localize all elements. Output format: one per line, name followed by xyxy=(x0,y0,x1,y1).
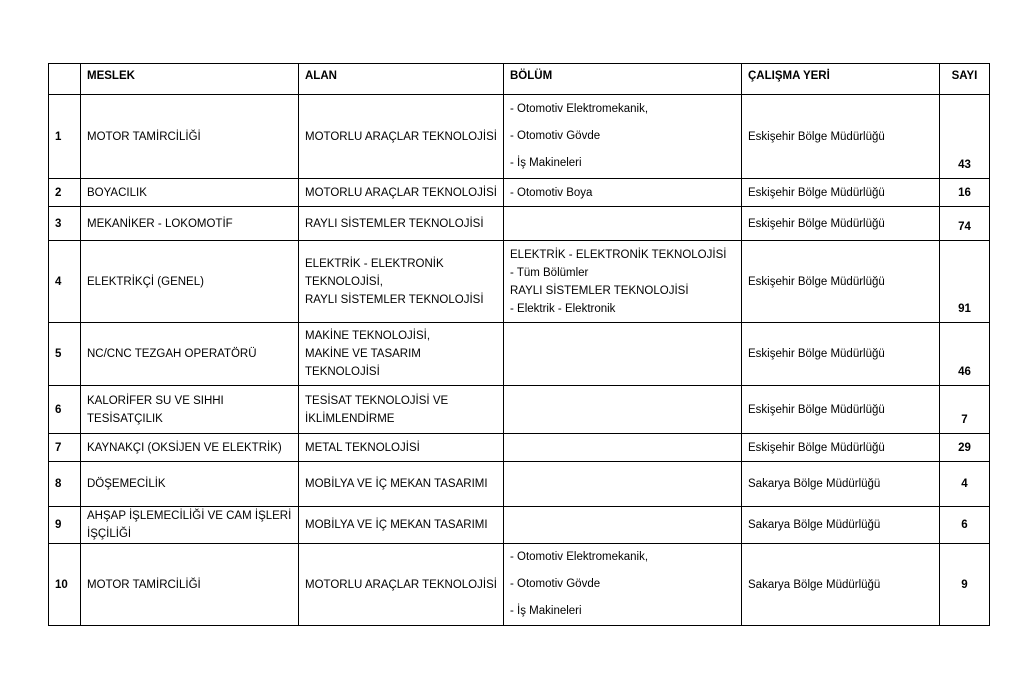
header-sayi: SAYI xyxy=(940,64,990,95)
cell-sayi: 9 xyxy=(940,544,990,626)
cell-line: MAKİNE TEKNOLOJİSİ, xyxy=(305,330,431,342)
cell-calisma-yeri: Sakarya Bölge Müdürlüğü xyxy=(742,507,940,544)
cell-bolum xyxy=(504,207,742,241)
cell-no: 2 xyxy=(49,179,81,207)
header-row xyxy=(49,64,990,95)
cell-line: İKLİMLENDİRME xyxy=(305,412,395,425)
cell-no: 4 xyxy=(49,241,81,323)
cell-alan: MOBİLYA VE İÇ MEKAN TASARIMI xyxy=(299,462,504,507)
cell-alan xyxy=(299,386,504,434)
cell-line: TESİSAT TEKNOLOJİSİ VE xyxy=(305,394,449,407)
cell-sayi: 4 xyxy=(940,462,990,507)
cell-no: 6 xyxy=(49,386,81,434)
table-row xyxy=(49,544,990,626)
cell-bolum xyxy=(504,323,742,386)
table-row xyxy=(49,207,990,241)
cell-no: 7 xyxy=(49,434,81,462)
cell-alan: RAYLI SİSTEMLER TEKNOLOJİSİ xyxy=(299,207,504,241)
cell-alan: MOTORLU ARAÇLAR TEKNOLOJİSİ xyxy=(299,95,504,179)
cell-no: 3 xyxy=(49,207,81,241)
cell-calisma-yeri: Eskişehir Bölge Müdürlüğü xyxy=(742,95,940,179)
cell-line: İŞÇİLİĞİ xyxy=(87,528,132,540)
table-row xyxy=(49,323,990,386)
cell-line: TEKNOLOJİSİ xyxy=(305,366,380,378)
cell-line: RAYLI SİSTEMLER TEKNOLOJİSİ xyxy=(305,293,484,306)
cell-line: ELEKTRİK - ELEKTRONİK xyxy=(305,257,444,270)
header-calisma-yeri: ÇALIŞMA YERİ xyxy=(742,64,940,95)
cell-sayi: 74 xyxy=(940,207,990,241)
cell-meslek: BOYACILIK xyxy=(81,179,299,207)
cell-calisma-yeri: Eskişehir Bölge Müdürlüğü xyxy=(742,207,940,241)
cell-no: 5 xyxy=(49,323,81,386)
cell-alan: MOTORLU ARAÇLAR TEKNOLOJİSİ xyxy=(299,544,504,626)
cell-sayi: 16 xyxy=(940,179,990,207)
cell-alan: MOTORLU ARAÇLAR TEKNOLOJİSİ xyxy=(299,179,504,207)
cell-calisma-yeri: Sakarya Bölge Müdürlüğü xyxy=(742,544,940,626)
cell-no: 1 xyxy=(49,95,81,179)
cell-calisma-yeri: Eskişehir Bölge Müdürlüğü xyxy=(742,323,940,386)
cell-meslek: MOTOR TAMİRCİLİĞİ xyxy=(81,544,299,626)
cell-line: - Otomotiv Elektromekanik, xyxy=(510,551,649,563)
table-row xyxy=(49,241,990,323)
cell-alan xyxy=(299,241,504,323)
header-no xyxy=(49,64,81,95)
cell-calisma-yeri: Eskişehir Bölge Müdürlüğü xyxy=(742,386,940,434)
cell-meslek: NC/CNC TEZGAH OPERATÖRÜ xyxy=(81,323,299,386)
cell-bolum xyxy=(504,462,742,507)
cell-sayi: 29 xyxy=(940,434,990,462)
cell-bolum xyxy=(504,544,742,626)
cell-sayi: 43 xyxy=(940,95,990,179)
cell-sayi: 46 xyxy=(940,323,990,386)
cell-meslek xyxy=(81,386,299,434)
cell-line: - Tüm Bölümler xyxy=(510,266,589,279)
cell-alan: MOBİLYA VE İÇ MEKAN TASARIMI xyxy=(299,507,504,544)
cell-line: ELEKTRİK - ELEKTRONİK TEKNOLOJİSİ xyxy=(510,248,727,261)
cell-bolum xyxy=(504,434,742,462)
cell-meslek: ELEKTRİKÇİ (GENEL) xyxy=(81,241,299,323)
cell-line: TESİSATÇILIK xyxy=(87,412,163,425)
cell-calisma-yeri: Eskişehir Bölge Müdürlüğü xyxy=(742,434,940,462)
cell-bolum xyxy=(504,179,742,207)
cell-no: 10 xyxy=(49,544,81,626)
table-row xyxy=(49,179,990,207)
cell-calisma-yeri: Eskişehir Bölge Müdürlüğü xyxy=(742,241,940,323)
cell-line: MAKİNE VE TASARIM xyxy=(305,348,421,360)
cell-line: - Elektrik - Elektronik xyxy=(510,302,616,315)
cell-line: - Otomotiv Gövde xyxy=(510,130,601,142)
table-row xyxy=(49,507,990,544)
cell-sayi: 91 xyxy=(940,241,990,323)
table-row xyxy=(49,434,990,462)
cell-bolum xyxy=(504,386,742,434)
cell-meslek: DÖŞEMECİLİK xyxy=(81,462,299,507)
table-row xyxy=(49,95,990,179)
cell-line: RAYLI SİSTEMLER TEKNOLOJİSİ xyxy=(510,284,689,297)
header-alan: ALAN xyxy=(299,64,504,95)
cell-bolum xyxy=(504,95,742,179)
cell-line: - Otomotiv Boya xyxy=(510,186,593,199)
cell-sayi: 6 xyxy=(940,507,990,544)
cell-meslek xyxy=(81,507,299,544)
cell-line: AHŞAP İŞLEMECİLİĞİ VE CAM İŞLERİ xyxy=(87,510,292,522)
cell-alan xyxy=(299,323,504,386)
table-row xyxy=(49,462,990,507)
cell-line: - İş Makineleri xyxy=(510,157,582,169)
cell-calisma-yeri: Sakarya Bölge Müdürlüğü xyxy=(742,462,940,507)
cell-bolum xyxy=(504,241,742,323)
table-row xyxy=(49,386,990,434)
cell-meslek: MEKANİKER - LOKOMOTİF xyxy=(81,207,299,241)
cell-no: 9 xyxy=(49,507,81,544)
cell-bolum xyxy=(504,507,742,544)
cell-line: KALORİFER SU VE SIHHI xyxy=(87,394,224,407)
cell-meslek: KAYNAKÇI (OKSİJEN VE ELEKTRİK) xyxy=(81,434,299,462)
cell-no: 8 xyxy=(49,462,81,507)
cell-meslek: MOTOR TAMİRCİLİĞİ xyxy=(81,95,299,179)
cell-line: - Otomotiv Elektromekanik, xyxy=(510,103,649,115)
cell-line: - İş Makineleri xyxy=(510,605,582,617)
cell-calisma-yeri: Eskişehir Bölge Müdürlüğü xyxy=(742,179,940,207)
header-meslek: MESLEK xyxy=(81,64,299,95)
cell-line: - Otomotiv Gövde xyxy=(510,578,601,590)
cell-line: TEKNOLOJİSİ, xyxy=(305,275,383,288)
cell-alan: METAL TEKNOLOJİSİ xyxy=(299,434,504,462)
header-bolum: BÖLÜM xyxy=(504,64,742,95)
occupations-table xyxy=(48,63,990,626)
cell-sayi: 7 xyxy=(940,386,990,434)
